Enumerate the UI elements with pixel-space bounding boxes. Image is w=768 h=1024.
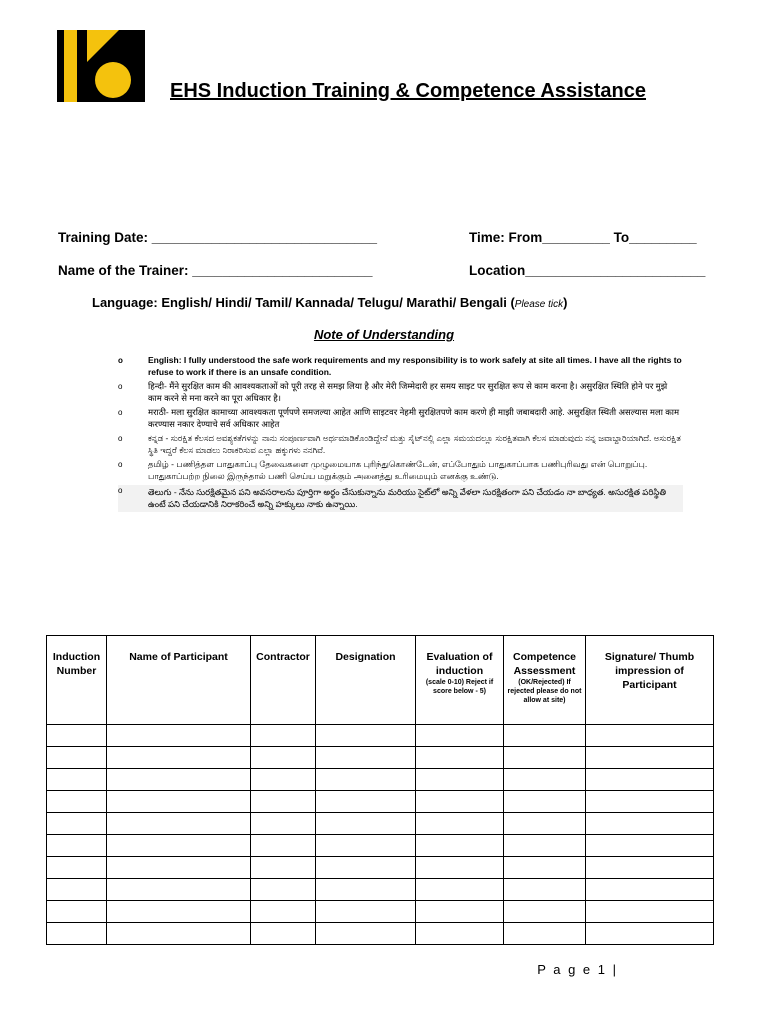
language-selection[interactable] [92, 295, 567, 310]
table-cell[interactable] [47, 791, 107, 813]
document-title: EHS Induction Training & Competence Assistance [170, 80, 647, 102]
table-cell[interactable] [504, 835, 586, 857]
table-row [47, 747, 714, 769]
bullet-icon: o [118, 408, 123, 417]
time-field[interactable]: Time: From_________ To_________ [469, 230, 697, 245]
table-cell[interactable] [107, 901, 251, 923]
header-evaluation: Evaluation of induction (scale 0-10) Reject if score below - 5) [416, 636, 504, 725]
note-item-english [118, 355, 683, 378]
table-cell[interactable] [586, 769, 714, 791]
table-cell[interactable] [107, 725, 251, 747]
header-evaluation-note: (scale 0-10) Reject if score below - 5) [425, 679, 494, 695]
table-cell[interactable] [47, 879, 107, 901]
header-contractor: Contractor [251, 636, 316, 725]
table-cell[interactable] [504, 725, 586, 747]
table-cell[interactable] [251, 835, 316, 857]
table-cell[interactable] [107, 813, 251, 835]
note-item-telugu [118, 485, 683, 512]
table-cell[interactable] [251, 901, 316, 923]
bullet-icon: o [118, 382, 123, 391]
note-heading: Note of Understanding [313, 327, 455, 342]
table-cell[interactable] [416, 857, 504, 879]
table-cell[interactable] [251, 879, 316, 901]
header-competence-note: (OK/Rejected) If rejected please do not allow at site) [507, 679, 582, 704]
table-cell[interactable] [107, 857, 251, 879]
table-cell[interactable] [107, 879, 251, 901]
table-cell[interactable] [251, 725, 316, 747]
table-cell[interactable] [47, 857, 107, 879]
note-item-hindi [118, 381, 683, 404]
table-row [47, 791, 714, 813]
table-cell[interactable] [316, 769, 416, 791]
note-text: English: I fully understood the safe work requirements and my responsibility is to work safely at site all times. I have all the rights to refuse to work if there is an unsafe condition. [148, 355, 682, 377]
table-cell[interactable] [251, 857, 316, 879]
note-text: मराठी- मला सुरक्षित कामाच्या आवश्यकता पूर्णपणे समजल्या आहेत आणि साइटवर नेहमी सुरक्षितपणे काम करणे ही माझी जबाबदारी आहे. असुरक्षित स्थिती असल्यास मला काम करण्यास नकार देण्याचे सर्व अधिकार आहेत [148, 407, 680, 429]
please-tick-note: Please tick [514, 299, 564, 310]
notes-list [118, 355, 683, 515]
table-cell[interactable] [316, 791, 416, 813]
table-cell[interactable] [47, 725, 107, 747]
location-field[interactable]: Location________________________ [469, 263, 706, 278]
table-cell[interactable] [47, 901, 107, 923]
table-cell[interactable] [416, 879, 504, 901]
table-cell[interactable] [504, 791, 586, 813]
table-cell[interactable] [316, 725, 416, 747]
table-cell[interactable] [251, 747, 316, 769]
table-row [47, 835, 714, 857]
table-cell[interactable] [586, 791, 714, 813]
table-cell[interactable] [47, 923, 107, 945]
table-cell[interactable] [586, 725, 714, 747]
note-text: हिन्दी- मैंने सुरक्षित काम की आवश्यकताओं को पूरी तरह से समझ लिया है और मेरी जिम्मेदारी हर समय साइट पर सुरक्षित रूप से काम करना है। असुरक्षित स्थिति होने पर मुझे काम करने से मना करने का पूरा अधिकार है। [148, 381, 668, 403]
note-text: ಕನ್ನಡ - ಸುರಕ್ಷಿತ ಕೆಲಸದ ಅವಶ್ಯಕತೆಗಳನ್ನು ನಾನು ಸಂಪೂರ್ಣವಾಗಿ ಅರ್ಥಮಾಡಿಕೊಂಡಿದ್ದೇನೆ ಮತ್ತು ಸೈಟ್‌ನಲ್ಲಿ ಎಲ್ಲಾ ಸಮಯದಲ್ಲೂ ಸುರಕ್ಷಿತವಾಗಿ ಕೆಲಸ ಮಾಡುವುದು ನನ್ನ ಜವಾಬ್ದಾರಿಯಾಗಿದೆ. ಅಸುರಕ್ಷಿತ ಸ್ಥಿತಿ ಇದ್ದರೆ ಕೆಲಸ ಮಾಡಲು ನಿರಾಕರಿಸುವ ಎಲ್ಲಾ ಹಕ್ಕುಗಳು ನನಗಿವೆ. [148, 433, 681, 455]
table-row [47, 879, 714, 901]
company-logo-icon [57, 30, 145, 102]
table-cell[interactable] [586, 857, 714, 879]
company-logo [57, 30, 145, 102]
table-cell[interactable] [586, 813, 714, 835]
table-row [47, 857, 714, 879]
table-cell[interactable] [416, 747, 504, 769]
header-competence: Competence Assessment (OK/Rejected) If rejected please do not allow at site) [504, 636, 586, 725]
note-text: తెలుగు - నేను సురక్షితమైన పని అవసరాలను పూర్తిగా అర్థం చేసుకున్నాను మరియు సైట్‌లో అన్ని వేళలా సురక్షితంగా పని చేయడం నా బాధ్యత. అసురక్షిత పరిస్థితి ఉంటే పని చేయడానికి నిరాకరించే అన్ని హక్కులు నాకు ఉన్నాయి. [148, 487, 667, 509]
language-options: Language: English/ Hindi/ Tamil/ Kannada/ Telugu/ Marathi/ Bengali ( [92, 295, 515, 310]
table-cell[interactable] [586, 747, 714, 769]
bullet-icon: o [118, 434, 123, 443]
table-cell[interactable] [586, 901, 714, 923]
language-close-paren: ) [563, 295, 568, 310]
table-cell[interactable] [504, 769, 586, 791]
table-cell[interactable] [316, 879, 416, 901]
table-cell[interactable] [504, 901, 586, 923]
table-cell[interactable] [251, 923, 316, 945]
table-cell[interactable] [504, 747, 586, 769]
note-item-tamil [118, 459, 683, 482]
table-cell[interactable] [316, 835, 416, 857]
trainer-name-field[interactable]: Name of the Trainer: ________________________ [58, 263, 373, 278]
header-induction-number: Induction Number [47, 636, 107, 725]
participant-table [46, 635, 714, 945]
table-header-row [47, 636, 714, 725]
table-cell[interactable] [416, 901, 504, 923]
table-row [47, 813, 714, 835]
table-cell[interactable] [107, 791, 251, 813]
note-item-kannada [118, 433, 683, 456]
table-cell[interactable] [586, 879, 714, 901]
table-cell[interactable] [504, 879, 586, 901]
table-cell[interactable] [316, 901, 416, 923]
table-cell[interactable] [416, 923, 504, 945]
table-cell[interactable] [47, 813, 107, 835]
table-body [47, 725, 714, 945]
note-text: தமிழ் - பணித்தள பாதுகாப்பு தேவைகளை முழுமையாக புரிந்துகொண்டேன், எப்போதும் பாதுகாப்பாக பணிபுரிவது என் பொறுப்பு. பாதுகாப்பற்ற நிலை இருந்தால் பணி செய்ய மறுக்கும் அனைத்து உரிமையும் எனக்கு உண்டு. [148, 459, 648, 481]
table-cell[interactable] [47, 747, 107, 769]
table-cell[interactable] [416, 769, 504, 791]
page-number: P a g e 1 | [537, 962, 618, 977]
table-cell[interactable] [504, 813, 586, 835]
table-cell[interactable] [107, 769, 251, 791]
table-cell[interactable] [316, 923, 416, 945]
training-date-field[interactable]: Training Date: ______________________________ [58, 230, 378, 245]
table-cell[interactable] [107, 747, 251, 769]
table-cell[interactable] [251, 813, 316, 835]
table-cell[interactable] [586, 923, 714, 945]
table-cell[interactable] [504, 923, 586, 945]
header-participant-name: Name of Participant [107, 636, 251, 725]
table-cell[interactable] [251, 791, 316, 813]
header-designation: Designation [316, 636, 416, 725]
note-item-marathi [118, 407, 683, 430]
table-cell[interactable] [47, 835, 107, 857]
table-row [47, 923, 714, 945]
table-cell[interactable] [107, 835, 251, 857]
table-cell[interactable] [107, 923, 251, 945]
bullet-icon: o [118, 356, 123, 365]
table-row [47, 725, 714, 747]
table-cell[interactable] [316, 747, 416, 769]
bullet-icon: o [118, 486, 123, 495]
table-cell[interactable] [416, 725, 504, 747]
bullet-icon: o [118, 460, 123, 469]
table-row [47, 769, 714, 791]
header-signature: Signature/ Thumb impression of Participant [586, 636, 714, 725]
table-cell[interactable] [316, 813, 416, 835]
table-cell[interactable] [416, 791, 504, 813]
table-cell[interactable] [47, 769, 107, 791]
table-row [47, 901, 714, 923]
table-cell[interactable] [251, 769, 316, 791]
table-cell[interactable] [504, 857, 586, 879]
table-cell[interactable] [586, 835, 714, 857]
table-cell[interactable] [416, 835, 504, 857]
table-cell[interactable] [316, 857, 416, 879]
table-cell[interactable] [416, 813, 504, 835]
